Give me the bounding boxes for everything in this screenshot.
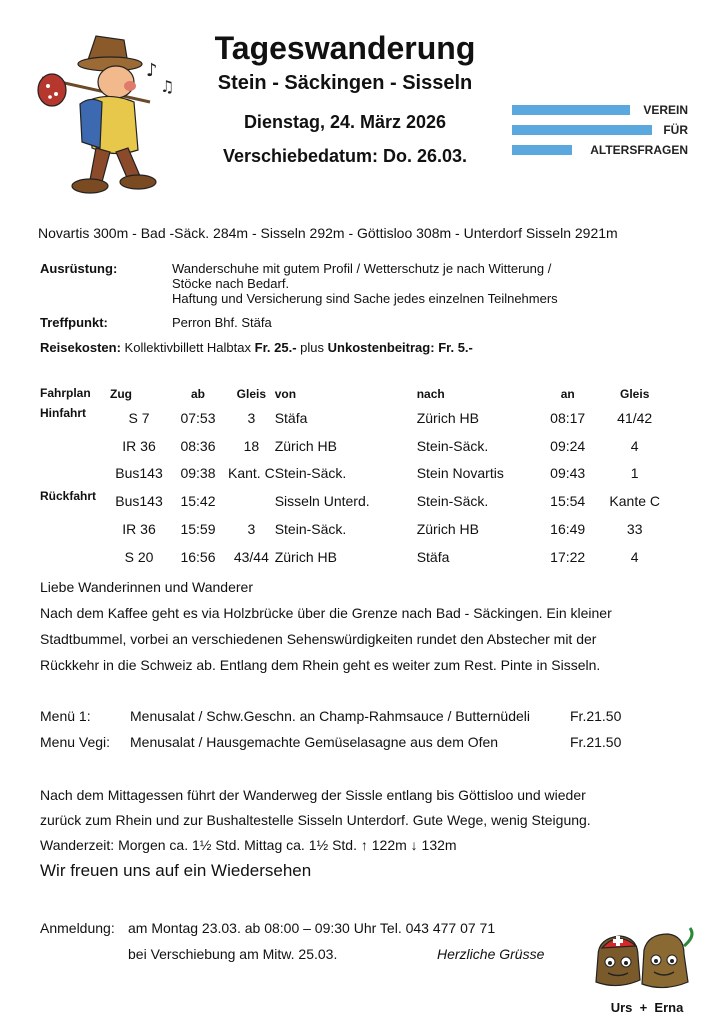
table-cell: Hinfahrt — [40, 406, 86, 420]
page-subtitle: Stein - Säckingen - Sisseln — [217, 72, 473, 94]
col-header: nach — [416, 387, 445, 401]
fee-label: Unkostenbeitrag: — [327, 340, 435, 355]
equipment-label: Ausrüstung: — [40, 261, 118, 276]
costs-plus: plus — [300, 340, 325, 355]
table-cell: 4 — [630, 437, 639, 454]
table-cell: 16:56 — [180, 548, 216, 565]
table-row — [40, 432, 673, 460]
costs-label: Reisekosten: — [40, 340, 121, 355]
table-cell: 09:24 — [550, 437, 586, 454]
logo-line-2: FÜR — [663, 123, 688, 137]
col-header: ab — [190, 387, 205, 401]
fee-price: Fr. 5.- — [438, 340, 473, 355]
postpone-date: Verschiebedatum: Do. 26.03. — [222, 146, 468, 166]
table-cell: 43/44 — [233, 548, 269, 565]
intro-line-1: Nach dem Kaffee geht es via Holzbrücke über die Grenze nach Bad - Säckingen. Ein kleiner — [40, 605, 612, 621]
table-cell: 15:59 — [180, 521, 216, 538]
table-cell: S 20 — [124, 548, 154, 565]
table-cell: 41/42 — [617, 409, 653, 426]
table-cell: Zürich HB — [274, 437, 337, 454]
table-cell: 18 — [243, 437, 260, 454]
table-row — [40, 515, 673, 543]
table-cell: Rückfahrt — [40, 489, 97, 504]
table-cell: 1 — [630, 465, 639, 482]
boots-illustration — [588, 926, 698, 998]
table-cell: Stäfa — [416, 548, 450, 565]
page-title: Tageswanderung — [214, 30, 476, 66]
col-header: von — [274, 387, 297, 401]
costs-text: Kollektivbillett Halbtax — [124, 340, 251, 355]
registration-line-2: bei Verschiebung am Mitw. 25.03. — [128, 946, 338, 962]
bundle-icon — [38, 74, 66, 106]
col-header: Gleis — [236, 387, 267, 401]
hiking-time: Wanderzeit: Morgen ca. 1½ Std. Mittag ca. 1½ Std. ↑ 122m ↓ 132m — [40, 837, 457, 853]
col-header: Fahrplan — [40, 386, 91, 400]
equipment-line-3: Haftung und Versicherung sind Sache jedes einzelnen Teilnehmers — [172, 291, 558, 306]
table-cell: 16:49 — [550, 521, 586, 538]
table-cell: Bus143 — [115, 465, 163, 482]
table-cell — [228, 487, 275, 515]
table-cell — [40, 460, 110, 488]
table-row — [40, 487, 673, 515]
col-header: Gleis — [620, 387, 650, 401]
menu-desc: Menusalat / Hausgemachte Gemüselasagne aus dem Ofen — [130, 734, 499, 750]
table-cell: Bus143 — [115, 493, 163, 510]
timetable — [40, 384, 673, 571]
col-header: an — [560, 387, 575, 401]
equipment-line-2: Stöcke nach Bedarf. — [172, 276, 290, 291]
intro-greeting: Liebe Wanderinnen und Wanderer — [40, 579, 253, 595]
table-row — [40, 460, 673, 488]
table-cell: Stäfa — [274, 409, 308, 426]
timetable-header — [40, 384, 673, 404]
table-cell: 08:36 — [180, 437, 216, 454]
costs-line — [40, 340, 473, 355]
equipment-line-1: Wanderschuhe mit gutem Profil / Wetterschutz je nach Witterung / — [172, 261, 552, 276]
table-cell: Kant. C — [228, 465, 275, 482]
table-cell: Stein Novartis — [416, 465, 504, 482]
intro-line-3: Rückkehr in die Schweiz ab. Entlang dem Rhein geht es weiter zum Rest. Pinte in Sisseln. — [40, 657, 601, 673]
table-cell: 09:38 — [180, 465, 216, 482]
costs-price: Fr. 25.- — [254, 340, 297, 355]
meeting-value: Perron Bhf. Stäfa — [172, 315, 272, 330]
menu-desc: Menusalat / Schw.Geschn. an Champ-Rahmsauce / Butternüdeli — [130, 708, 530, 724]
menu-label: Menü 1: — [40, 708, 91, 724]
table-cell: 33 — [626, 521, 643, 538]
signature: Urs + Erna — [610, 1000, 684, 1015]
table-cell: 17:22 — [550, 548, 586, 565]
registration-line-1: am Montag 23.03. ab 08:00 – 09:30 Uhr Tel. 043 477 07 71 — [128, 920, 496, 936]
hike-date: Dienstag, 24. März 2026 — [243, 112, 447, 132]
table-cell: Zürich HB — [416, 409, 479, 426]
table-cell: Zürich HB — [274, 548, 337, 565]
table-row — [40, 543, 673, 571]
closing-line: Wir freuen uns auf ein Wiedersehen — [40, 861, 312, 880]
menu-price: Fr.21.50 — [570, 708, 622, 724]
registration-label: Anmeldung: — [40, 920, 115, 936]
table-cell: Zürich HB — [416, 521, 479, 538]
table-cell: 3 — [247, 409, 256, 426]
afternoon-line-2: zurück zum Rhein und zur Bushaltestelle Sisseln Unterdorf. Gute Wege, wenig Steigung. — [40, 812, 591, 828]
col-header: Zug — [110, 387, 132, 401]
table-cell: Stein-Säck. — [416, 437, 489, 454]
table-cell: IR 36 — [122, 437, 156, 454]
afternoon-line-1: Nach dem Mittagessen führt der Wanderweg der Sissle entlang bis Göttisloo und wieder — [40, 787, 586, 803]
table-cell: Stein-Säck. — [416, 493, 489, 510]
table-cell: Kante C — [609, 493, 660, 510]
table-cell — [40, 543, 110, 571]
route-line: Novartis 300m - Bad -Säck. 284m - Sisseln 292m - Göttisloo 308m - Unterdorf Sisseln 2921m — [38, 225, 618, 241]
table-cell: 3 — [247, 521, 256, 538]
music-note-icon: ♫ — [160, 77, 175, 96]
table-cell: 09:43 — [550, 465, 586, 482]
logo-line-1: VEREIN — [643, 103, 688, 117]
table-cell: 15:54 — [550, 493, 586, 510]
table-cell: Stein-Säck. — [274, 521, 347, 538]
table-cell — [40, 515, 110, 543]
table-cell: 4 — [630, 548, 639, 565]
regards-text: Herzliche Grüsse — [437, 946, 545, 962]
table-cell — [40, 432, 110, 460]
table-cell: 15:42 — [180, 493, 216, 510]
music-note-icon: ♪ — [146, 60, 158, 81]
intro-line-2: Stadtbummel, vorbei an verschiedenen Sehenswürdigkeiten rundet den Abstecher mit der — [40, 631, 597, 647]
table-cell: 08:17 — [550, 409, 586, 426]
table-cell: IR 36 — [122, 521, 156, 538]
table-cell: 07:53 — [180, 409, 216, 426]
menu-price: Fr.21.50 — [570, 734, 622, 750]
table-cell: Sisseln Unterd. — [274, 493, 370, 510]
logo-line-3: ALTERSFRAGEN — [590, 143, 688, 157]
table-cell: Stein-Säck. — [274, 465, 347, 482]
meeting-label: Treffpunkt: — [40, 315, 108, 330]
menu-label: Menu Vegi: — [40, 734, 111, 750]
table-cell: S 7 — [128, 409, 150, 426]
table-row — [40, 404, 673, 432]
